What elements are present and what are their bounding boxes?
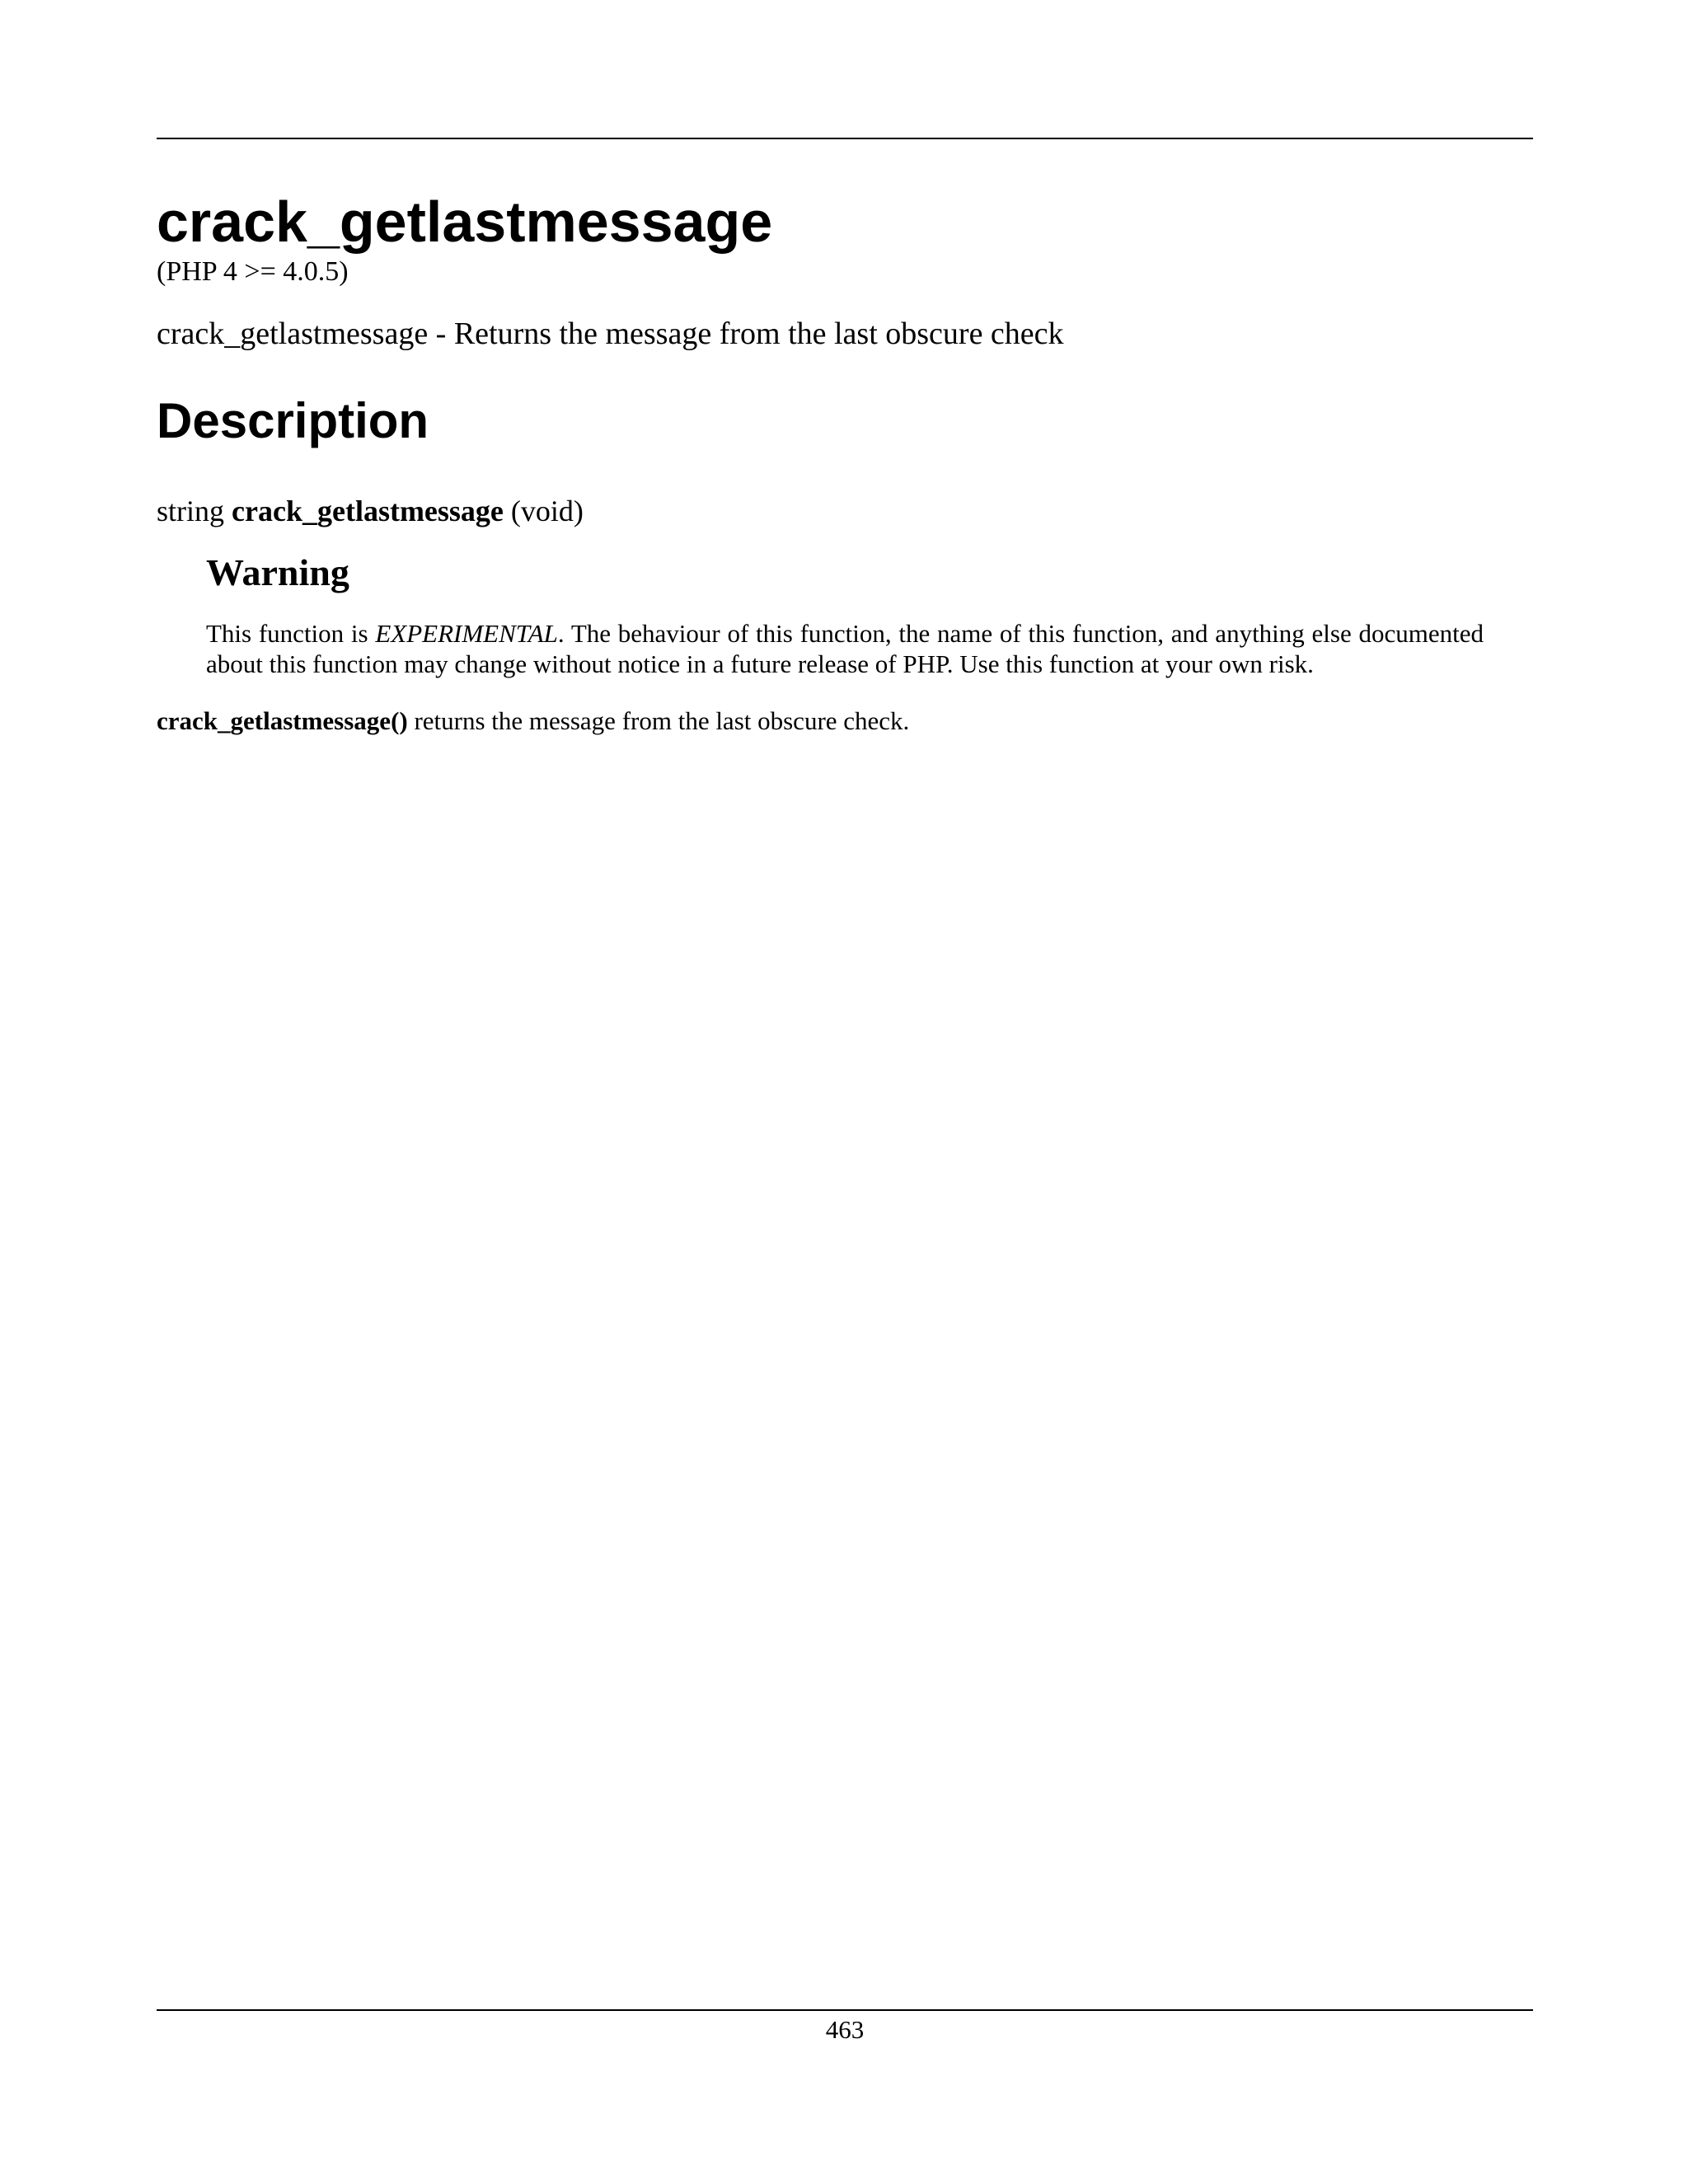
description-heading: Description (157, 393, 429, 448)
return-type: string (157, 494, 225, 527)
header-rule (157, 138, 1533, 139)
synopsis-params: (void) (510, 494, 584, 527)
return-description (157, 705, 1533, 736)
page-number: 463 (825, 2015, 865, 2044)
page-content (157, 188, 1533, 736)
warning-emphasis: EXPERIMENTAL (375, 619, 558, 648)
function-title: crack_getlastmessage (157, 190, 773, 254)
function-synopsis (157, 493, 1533, 529)
return-text: returns the message from the last obscure check. (407, 706, 910, 735)
warning-text-before: This function is (206, 619, 376, 648)
synopsis-function-name: crack_getlastmessage (232, 494, 504, 527)
return-function-ref: crack_getlastmessage() (157, 706, 408, 735)
warning-title: Warning (206, 551, 349, 593)
function-purpose: crack_getlastmessage - Returns the message from the last obscure check (157, 316, 1064, 351)
warning-text-after: . The behaviour of this function, the name of this function, and anything else documented about this function may change without notice in a future release of PHP. Use this function at your own risk. (206, 619, 1484, 678)
footer-rule (157, 2009, 1533, 2011)
warning-text (206, 618, 1484, 679)
php-version: (PHP 4 >= 4.0.5) (157, 256, 349, 287)
warning-box (206, 551, 1484, 679)
